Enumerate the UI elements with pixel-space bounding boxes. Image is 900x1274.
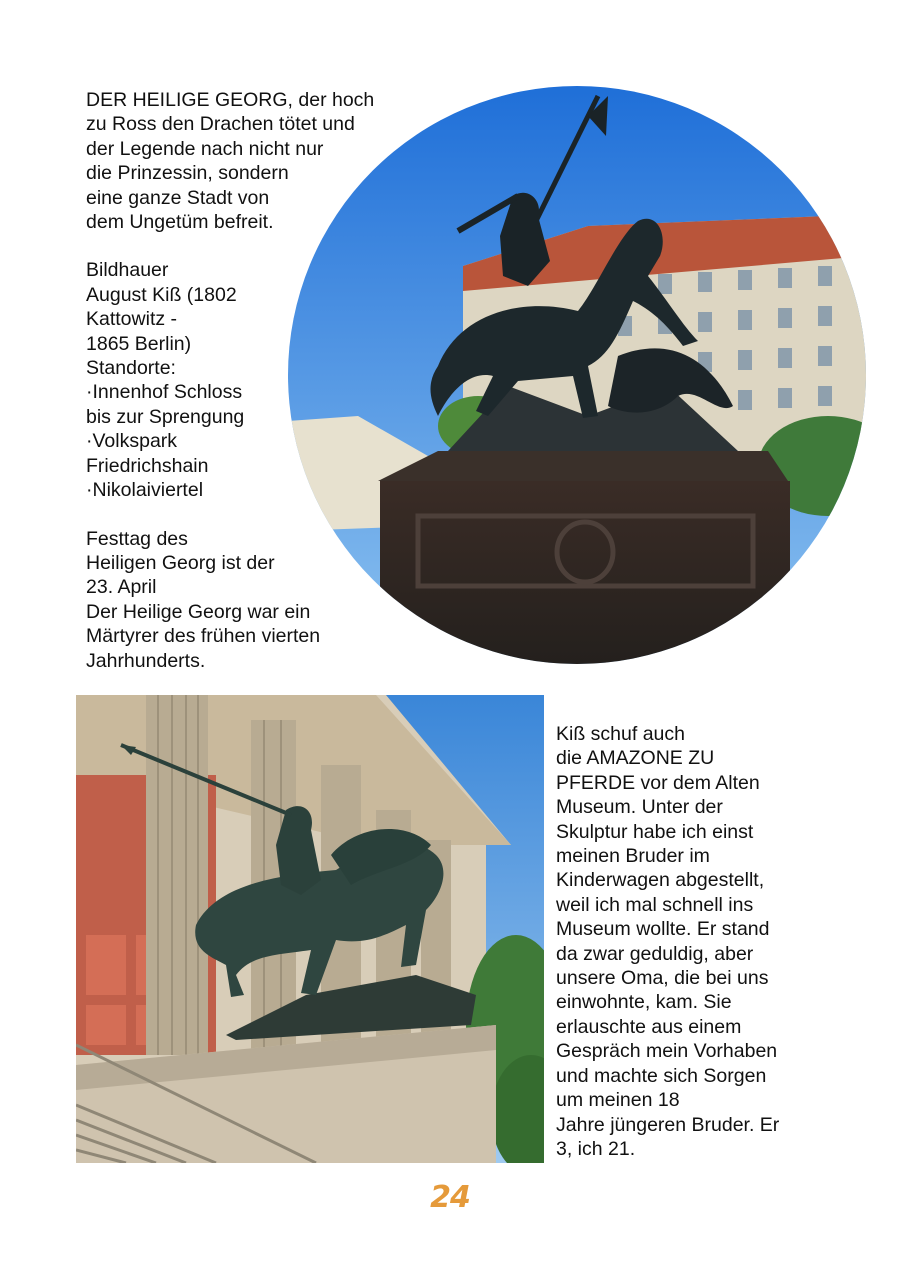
- bottom-text-block: [556, 722, 886, 1161]
- st-georg-statue-photo: [288, 86, 866, 664]
- sculptor-info-paragraph: Bildhauer August Kiß (1802 Kattowitz - 1865 Berlin) Standorte: ·Innenhof Schloss bis zur Sprengung ·Volkspark Friedrichshain ·Nikolaiviertel: [86, 259, 245, 502]
- page-number: 24: [430, 1180, 470, 1215]
- amazone-zu-pferde-statue-photo: [76, 695, 544, 1163]
- amazone-story-paragraph: Kiß schuf auch die AMAZONE ZU PFERDE vor dem Alten Museum. Unter der Skulptur habe ich einst meinen Bruder im Kinderwagen abgestellt, weil ich mal schnell ins Museum wollte. Er stand da zwar geduldig, aber unsere Oma, die bei uns einwohnte, kam. Sie erlauschte aus einem Gespräch mein Vorhaben und machte sich Sorgen um meinen 18 Jahre jüngeren Bruder. Er 3, ich 21.: [556, 723, 780, 1160]
- feast-day-paragraph: Festtag des Heiligen Georg ist der 23. April Der Heilige Georg war ein Märtyrer des frühen vierten Jahrhunderts.: [86, 527, 321, 672]
- st-georg-intro-paragraph: DER HEILIGE GEORG, der hoch zu Ross den Drachen tötet und der Legende nach nicht nur die Prinzessin, sondern eine ganze Stadt von dem Ungetüm befreit.: [86, 89, 375, 234]
